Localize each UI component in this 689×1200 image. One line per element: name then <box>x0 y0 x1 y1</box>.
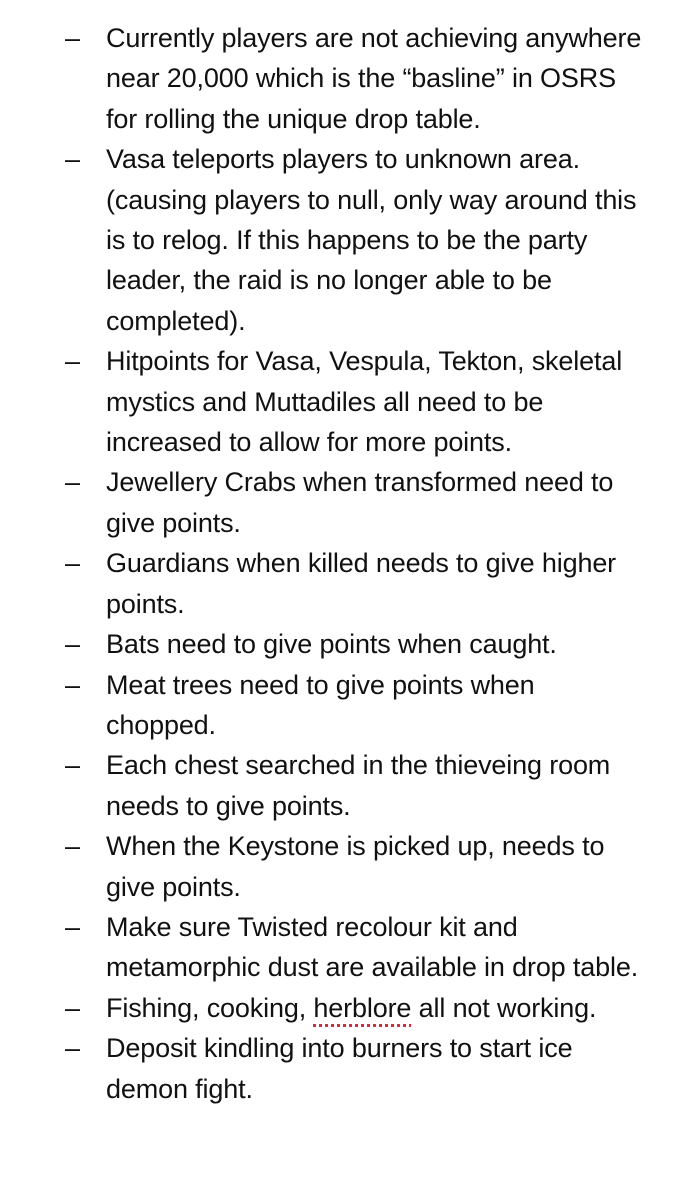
list-item-text[interactable]: Guardians when killed needs to give higher points. <box>106 548 617 619</box>
list-item-text[interactable]: Deposit kindling into burners to start ice demon fight. <box>106 1033 573 1104</box>
dash-bullet-icon: – <box>65 1033 80 1064</box>
dash-bullet-icon: – <box>65 750 80 781</box>
dash-bullet-icon: – <box>65 548 80 579</box>
list-item-text[interactable]: Hitpoints for Vasa, Vespula, Tekton, skeletal mystics and Muttadiles all need to be increased to allow for more points. <box>106 346 623 458</box>
list-item-text[interactable]: When the Keystone is picked up, needs to give points. <box>106 831 605 902</box>
dash-bullet-icon: – <box>65 23 80 53</box>
list-item <box>0 1028 689 1109</box>
list-item <box>0 543 689 624</box>
dash-bullet-icon: – <box>65 144 80 175</box>
list-item-text[interactable]: Each chest searched in the thieveing room needs to give points. <box>106 750 611 821</box>
list-item <box>0 462 689 543</box>
list-item <box>0 624 689 664</box>
dash-bullet-icon: – <box>65 992 80 1023</box>
list-item-text[interactable] <box>106 993 596 1023</box>
bullet-list <box>0 18 689 1109</box>
list-item <box>0 745 689 826</box>
dash-bullet-icon: – <box>65 467 80 498</box>
dash-bullet-icon: – <box>65 669 80 700</box>
list-item-text-before: Fishing, cooking, <box>106 992 314 1023</box>
list-item <box>0 18 689 139</box>
misspelled-word[interactable]: herblore <box>313 992 412 1023</box>
list-item <box>0 826 689 907</box>
list-item-text[interactable]: Meat trees need to give points when chopped. <box>106 669 535 740</box>
list-item <box>0 665 689 746</box>
dash-bullet-icon: – <box>65 346 80 377</box>
list-item <box>0 139 689 341</box>
dash-bullet-icon: – <box>65 831 80 862</box>
list-item-text[interactable]: Make sure Twisted recolour kit and metamorphic dust are available in drop table. <box>106 911 639 983</box>
list-item-text[interactable]: Bats need to give points when caught. <box>106 629 557 660</box>
list-item-text[interactable]: Currently players are not achieving anywhere near 20,000 which is the “basline” in OSRS for rolling the unique drop table. <box>106 23 642 134</box>
dash-bullet-icon: – <box>65 911 80 942</box>
list-item <box>0 341 689 462</box>
list-item-text[interactable]: Jewellery Crabs when transformed need to give points. <box>106 467 614 538</box>
list-item <box>0 907 689 988</box>
list-item <box>0 988 689 1028</box>
list-item-text[interactable]: Vasa teleports players to unknown area. (causing players to null, only way around this is to relog. If this happens to be the party leader, the raid is no longer able to be completed). <box>106 144 637 336</box>
list-item-text-after: all not working. <box>411 992 597 1023</box>
dash-bullet-icon: – <box>65 629 80 660</box>
